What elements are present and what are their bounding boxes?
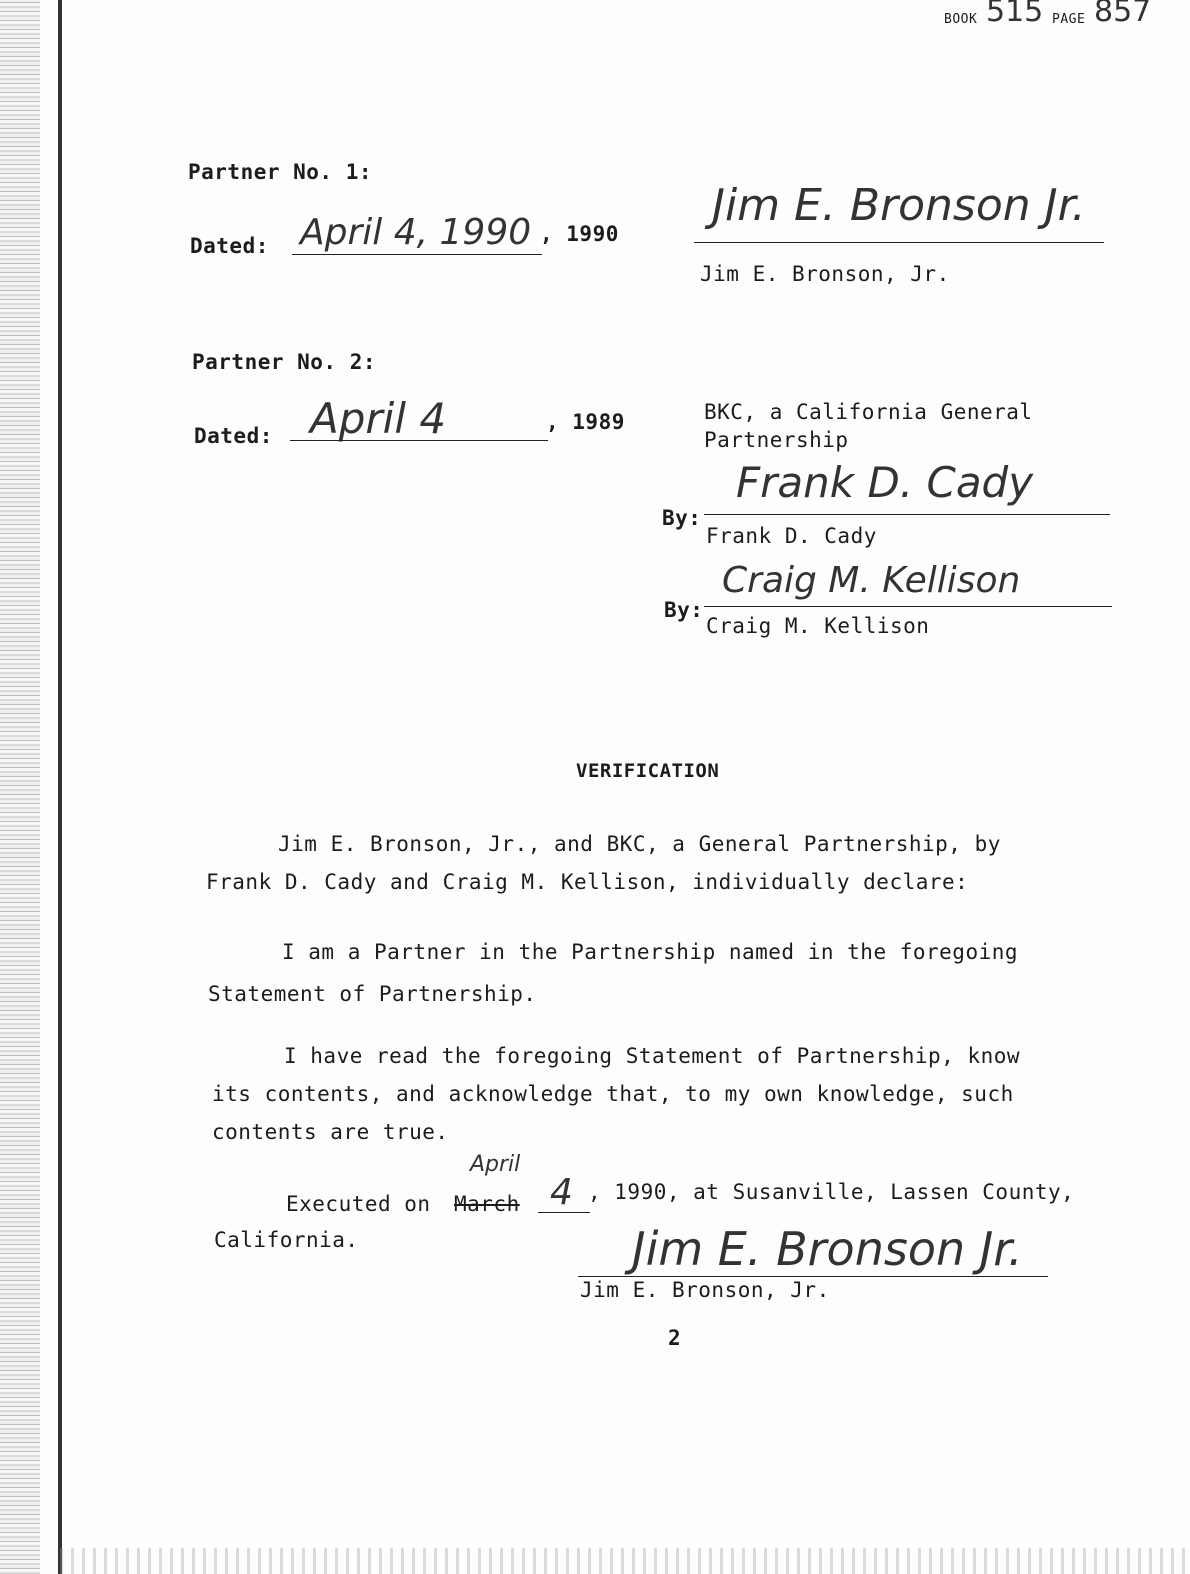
execution-day-line (538, 1212, 590, 1213)
partner2-signature-kellison: Craig M. Kellison (722, 560, 1021, 601)
partner2-signer-1: Frank D. Cady (706, 524, 877, 548)
verification-signer-name: Jim E. Bronson, Jr. (580, 1278, 830, 1302)
partner1-signature: Jim E. Bronson Jr. (712, 180, 1086, 231)
execution-line2: California. (214, 1228, 359, 1252)
partner1-signature-line (694, 242, 1104, 243)
verification-signature: Jim E. Bronson Jr. (632, 1222, 1023, 1276)
scan-margin-rule (58, 0, 62, 1574)
verification-para2-line2: Statement of Partnership. (208, 982, 537, 1006)
partner2-signer-2: Craig M. Kellison (706, 614, 930, 638)
verification-para1-line2: Frank D. Cady and Craig M. Kellison, individually declare: (206, 870, 969, 894)
partner1-signer-name: Jim E. Bronson, Jr. (700, 262, 950, 286)
partner2-signature-line-2 (704, 606, 1112, 607)
scan-left-edge (0, 0, 40, 1574)
partner2-by-label-1: By: (662, 506, 702, 530)
partner2-entity-line1: BKC, a California General (704, 400, 1033, 424)
partner2-by-label-2: By: (664, 598, 704, 622)
execution-month-handwritten: April (470, 1152, 521, 1177)
page-footer-number: 2 (668, 1326, 682, 1350)
page-label: PAGE (1052, 12, 1086, 27)
verification-signature-line (578, 1276, 1048, 1277)
scan-bottom-noise (60, 1548, 1190, 1574)
partner1-heading: Partner No. 1: (188, 160, 373, 184)
partner2-dated-label: Dated: (194, 424, 273, 448)
partner2-date-line (290, 440, 548, 441)
verification-para3-line2: its contents, and acknowledge that, to my own knowledge, such (212, 1082, 1014, 1106)
partner2-handwritten-date: April 4 (310, 394, 447, 443)
partner2-entity-line2: Partnership (704, 428, 849, 452)
partner2-signature-line-1 (704, 514, 1110, 515)
partner2-signature-cady: Frank D. Cady (736, 458, 1034, 507)
verification-para3-line1: I have read the foregoing Statement of Partnership, know (284, 1044, 1021, 1068)
execution-prefix: Executed on (286, 1192, 431, 1216)
partner1-year: , 1990 (540, 222, 619, 246)
partner1-date-line (292, 254, 542, 255)
book-label: BOOK (944, 12, 978, 27)
execution-day-handwritten: 4 (550, 1172, 573, 1213)
partner2-year: , 1989 (546, 410, 625, 434)
execution-month-struck: March (454, 1192, 520, 1216)
verification-para2-line1: I am a Partner in the Partnership named in the foregoing (282, 940, 1019, 964)
verification-para1-line1: Jim E. Bronson, Jr., and BKC, a General Partnership, by (278, 832, 1001, 856)
partner2-heading: Partner No. 2: (192, 350, 377, 374)
partner1-handwritten-date: April 4, 1990 (300, 212, 532, 253)
verification-para3-line3: contents are true. (212, 1120, 449, 1144)
page-number: 857 (1094, 0, 1152, 29)
book-number: 515 (986, 0, 1044, 29)
verification-title: VERIFICATION (576, 760, 720, 782)
execution-suffix: , 1990, at Susanville, Lassen County, (588, 1180, 1075, 1204)
partner1-dated-label: Dated: (190, 234, 269, 258)
